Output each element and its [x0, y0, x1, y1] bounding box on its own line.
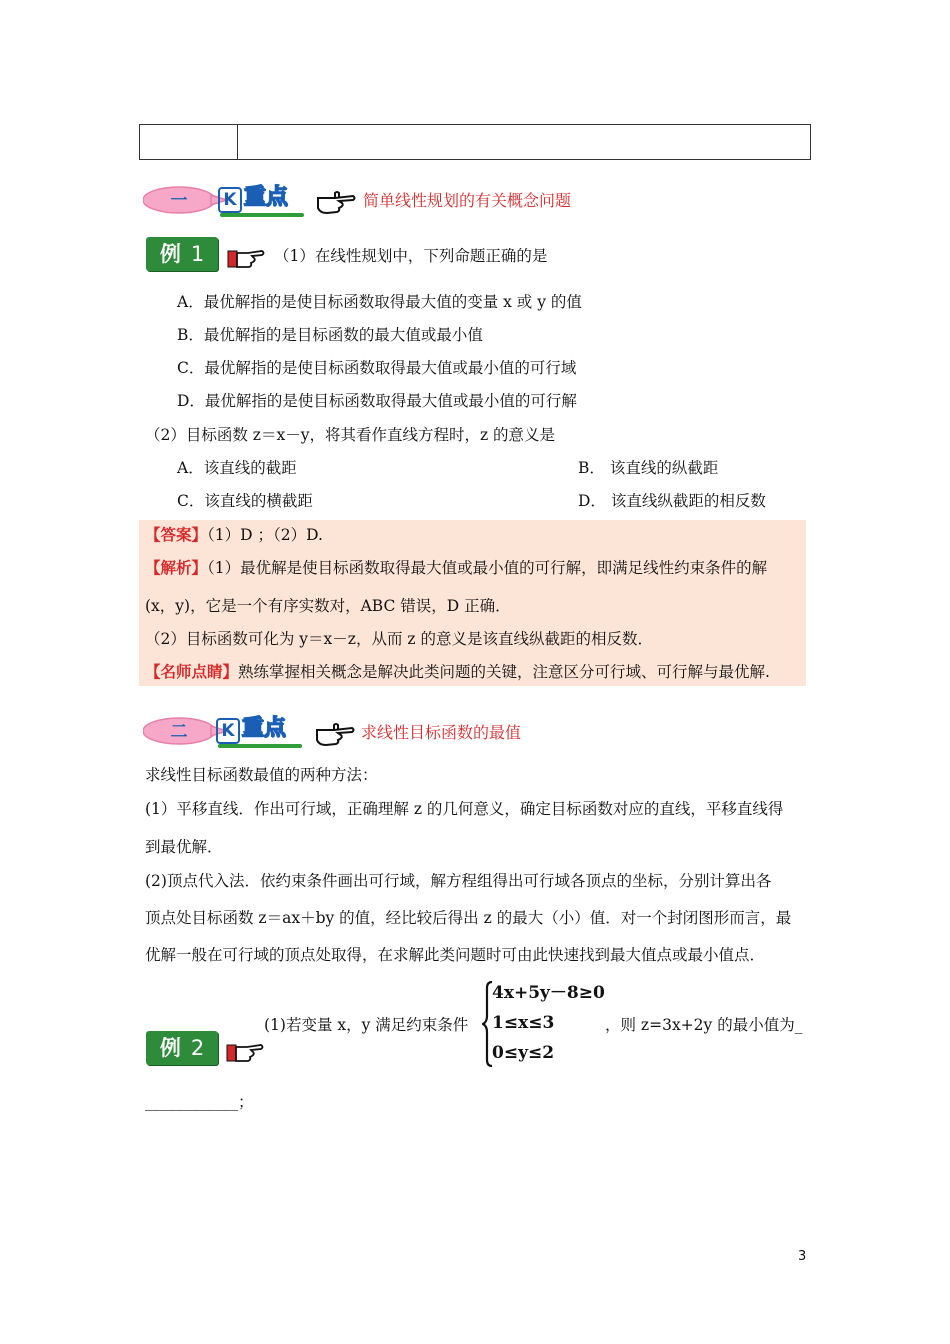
option-c: C．该直线的横截距: [177, 492, 313, 510]
section-title: 简单线性规划的有关概念问题: [363, 191, 572, 210]
option-c: C．最优解指的是使目标函数取得最大值或最小值的可行域: [177, 359, 577, 377]
option-d: D． 该直线纵截距的相反数: [578, 492, 766, 510]
example-badge: 例 2: [146, 1031, 218, 1065]
hand-icon: [226, 241, 268, 271]
question-2-1-prefix: (1)若变量 x，y 满足约束条件: [264, 1016, 469, 1034]
question-2-1-suffix: ，则 z=3x+2y 的最小值为_: [605, 1016, 803, 1034]
teacher-tip: 【名师点睛】熟练掌握相关概念是解决此类问题的关键，注意区分可行域、可行解与最优解.: [145, 663, 770, 681]
option-a: A．该直线的截距: [177, 459, 297, 477]
header-table: [139, 124, 811, 160]
method-intro: 求线性目标函数最值的两种方法：: [145, 766, 378, 784]
method-1-line-2: 到最优解．: [145, 838, 223, 856]
answer-blank: ____________；: [145, 1093, 254, 1111]
method-2-line-2: 顶点处目标函数 z＝ax＋by 的值，经比较后得出 z 的最大（小）值．对一个封闭图形而言，最: [145, 909, 792, 927]
hand-icon: [225, 1035, 267, 1065]
method-2-line-3: 优解一般在可行域的顶点处取得，在求解此类问题时可由此快速找到最大值点或最小值点．: [145, 946, 766, 964]
option-a: A．最优解指的是使目标函数取得最大值的变量 x 或 y 的值: [177, 293, 582, 311]
key-point-badge: K 重点: [216, 716, 306, 752]
pointing-hand-icon: [315, 186, 357, 216]
page-number: 3: [798, 1249, 807, 1264]
option-b: B．最优解指的是目标函数的最大值或最小值: [177, 326, 483, 344]
key-point-badge: K 重点: [218, 185, 308, 221]
constraint-3: 0≤y≤2: [492, 1043, 555, 1063]
question-1-1: （1）在线性规划中，下列命题正确的是: [274, 247, 548, 265]
question-1-2: （2）目标函数 z＝x－y，将其看作直线方程时，z 的意义是: [145, 426, 556, 444]
option-d: D．最优解指的是使目标函数取得最大值或最小值的可行解: [177, 392, 577, 410]
example-badge: 例 1: [146, 237, 218, 271]
constraint-1: 4x+5y－8≥0: [492, 983, 605, 1003]
method-1-line-1: (1）平移直线．作出可行域，正确理解 z 的几何意义，确定目标函数对应的直线，平移直线得: [145, 800, 784, 818]
section-number: 二: [170, 722, 188, 742]
analysis-line-2: (x，y)，它是一个有序实数对，ABC 错误，D 正确．: [145, 597, 511, 615]
answer-line: 【答案】（1）D ；（2）D.: [145, 526, 323, 544]
pointing-hand-icon: [314, 718, 356, 748]
section-title: 求线性目标函数的最值: [361, 723, 522, 742]
constraint-2: 1≤x≤3: [492, 1013, 555, 1033]
analysis-line-3: （2）目标函数可化为 y＝x－z，从而 z 的意义是该直线纵截距的相反数．: [145, 630, 653, 648]
constraint-system: [482, 980, 612, 1068]
method-2-line-1: (2)顶点代入法．依约束条件画出可行域，解方程组得出可行域各顶点的坐标，分别计算出各: [145, 872, 772, 890]
section-number: 一: [170, 191, 188, 211]
analysis-line: 【解析】（1）最优解是使目标函数取得最大值或最小值的可行解，即满足线性约束条件的解: [145, 559, 768, 577]
option-b: B． 该直线的纵截距: [578, 459, 719, 477]
